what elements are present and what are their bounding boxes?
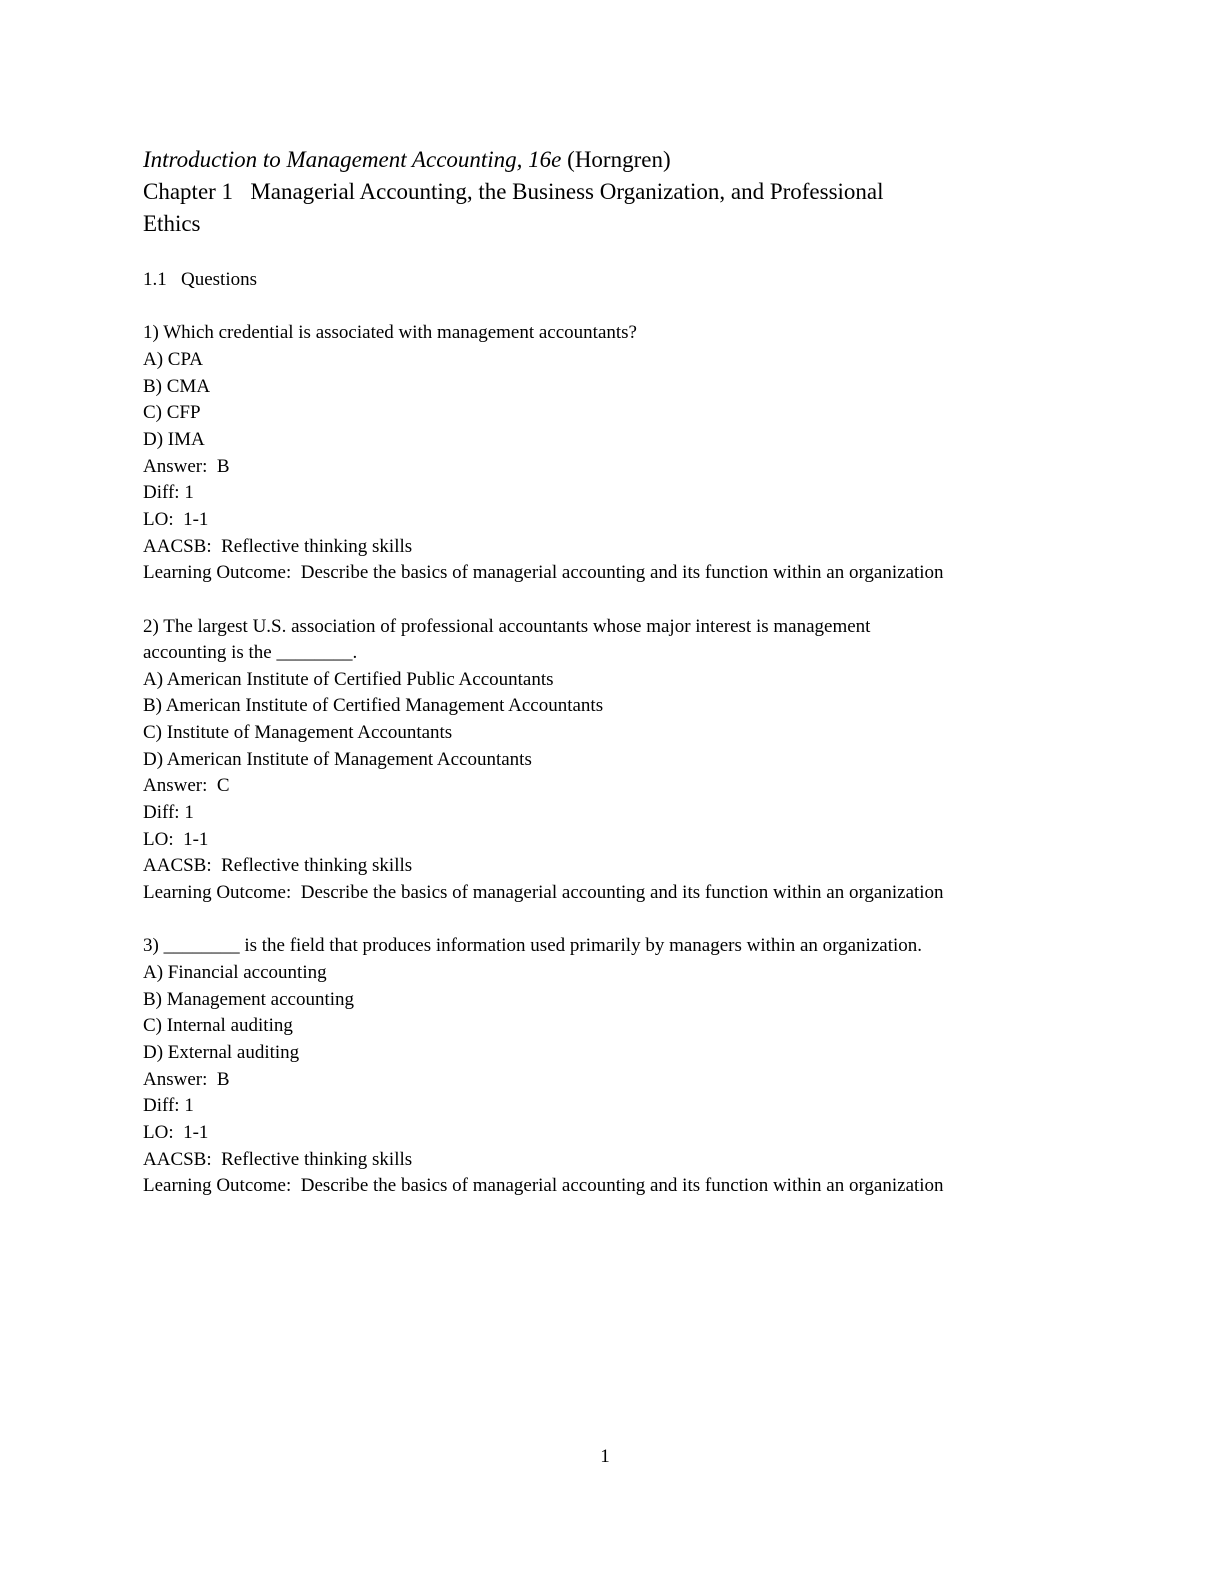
learning-objective: LO: 1-1 xyxy=(143,828,209,850)
book-title-line xyxy=(143,144,1043,176)
learning-objective: LO: 1-1 xyxy=(143,1121,209,1143)
question-stem: 2) The largest U.S. association of professional accountants whose major interest is management xyxy=(143,615,871,637)
answer-option: C) Institute of Management Accountants xyxy=(143,722,453,744)
answer-option: D) American Institute of Management Accountants xyxy=(143,748,532,770)
book-title: Introduction to Management Accounting, 16e xyxy=(143,147,562,172)
question-block xyxy=(143,614,1103,907)
chapter-title: Managerial Accounting, the Business Organization, and Professional xyxy=(250,179,884,204)
document-header xyxy=(143,144,1043,240)
learning-outcome: Learning Outcome: Describe the basics of managerial accounting and its function within an organization xyxy=(143,1175,944,1197)
answer-option: B) Management accounting xyxy=(143,988,355,1010)
difficulty: Diff: 1 xyxy=(143,802,194,824)
answer-key: Answer: B xyxy=(143,455,230,477)
answer-option: A) American Institute of Certified Public Accountants xyxy=(143,668,554,690)
chapter-title-line xyxy=(143,176,1043,208)
question-block xyxy=(143,320,1103,587)
difficulty: Diff: 1 xyxy=(143,1095,194,1117)
question-stem: accounting is the ________. xyxy=(143,642,358,664)
document-body xyxy=(143,267,1103,1200)
section-title: Questions xyxy=(181,269,257,290)
answer-option: D) IMA xyxy=(143,428,205,450)
answer-option: B) CMA xyxy=(143,375,211,397)
answer-option: D) External auditing xyxy=(143,1041,300,1063)
answer-option: C) Internal auditing xyxy=(143,1015,293,1037)
chapter-label: Chapter 1 xyxy=(143,179,234,204)
answer-key: Answer: B xyxy=(143,1068,230,1090)
learning-outcome: Learning Outcome: Describe the basics of managerial accounting and its function within an organization xyxy=(143,882,944,904)
question-stem: 1) Which credential is associated with management accountants? xyxy=(143,322,637,344)
question-stem: 3) ________ is the field that produces information used primarily by managers within an organization. xyxy=(143,935,922,957)
chapter-title-continued: Ethics xyxy=(143,211,201,236)
answer-key: Answer: C xyxy=(143,775,230,797)
aacsb-tag: AACSB: Reflective thinking skills xyxy=(143,535,413,557)
section-heading xyxy=(143,267,1103,294)
answer-option: C) CFP xyxy=(143,402,201,424)
learning-objective: LO: 1-1 xyxy=(143,508,209,530)
aacsb-tag: AACSB: Reflective thinking skills xyxy=(143,1148,413,1170)
difficulty: Diff: 1 xyxy=(143,482,194,504)
spacer xyxy=(143,294,1103,321)
section-number: 1.1 xyxy=(143,269,167,290)
question-block xyxy=(143,933,1103,1200)
page-number: 1 xyxy=(600,1446,610,1467)
answer-option: A) Financial accounting xyxy=(143,962,327,984)
answer-option: B) American Institute of Certified Management Accountants xyxy=(143,695,604,717)
author: (Horngren) xyxy=(567,147,671,172)
answer-option: A) CPA xyxy=(143,348,204,370)
aacsb-tag: AACSB: Reflective thinking skills xyxy=(143,855,413,877)
spacer xyxy=(143,907,1103,934)
spacer xyxy=(143,587,1103,614)
learning-outcome: Learning Outcome: Describe the basics of managerial accounting and its function within an organization xyxy=(143,562,944,584)
